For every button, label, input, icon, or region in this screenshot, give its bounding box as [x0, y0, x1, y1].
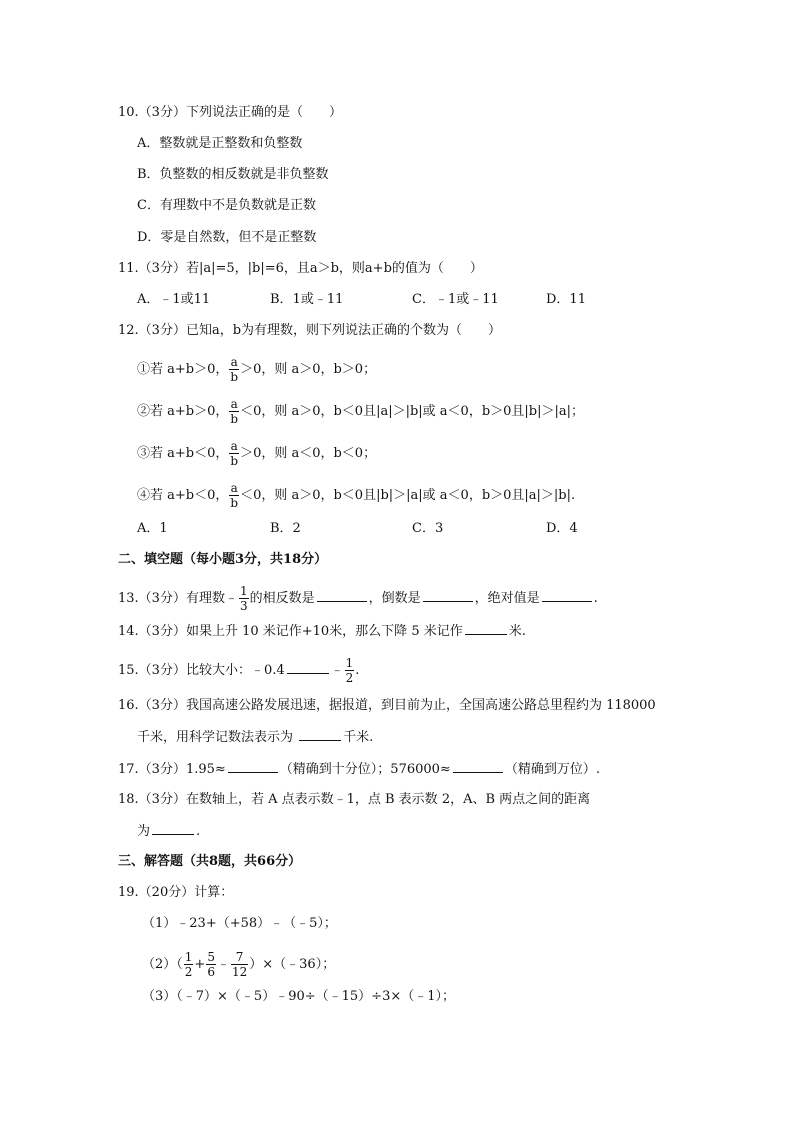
q15-end: .: [355, 663, 360, 678]
q10-option-a: A．整数就是正整数和负整数: [137, 136, 303, 151]
answer-blank[interactable]: [287, 661, 329, 674]
fraction-5-over-6: [206, 950, 216, 979]
q12-statement-2: [137, 397, 584, 426]
s1-post: ＞0，则 a＞0，b＞0；: [240, 362, 377, 377]
q13-end: .: [593, 591, 598, 606]
q10-stem: 10.（3分）下列说法正确的是（ ）: [118, 105, 342, 120]
frac-num: 5: [207, 950, 215, 964]
q12-statement-4: [137, 481, 575, 510]
answer-blank[interactable]: [542, 589, 592, 602]
s3-post: ＞0，则 a＜0，b＜0；: [240, 446, 377, 461]
answer-blank[interactable]: [453, 760, 503, 773]
q13: [118, 584, 598, 613]
q13-mid1: 的相反数是: [249, 591, 315, 606]
q12-option-d: D．4: [546, 521, 578, 536]
q12-option-a: A．1: [137, 521, 168, 536]
q15: [118, 656, 359, 685]
plus-sign: +: [194, 957, 206, 972]
q11-option-c: C．﹣1或﹣11: [412, 292, 499, 307]
q18-line2: [137, 822, 200, 841]
q17-end: （精确到万位）.: [504, 762, 600, 777]
answer-blank[interactable]: [228, 760, 278, 773]
answer-blank[interactable]: [299, 728, 341, 741]
fraction-a-over-b: [229, 397, 239, 426]
s3-pre: ③若 a+b＜0，: [137, 446, 229, 461]
q11-option-a: A．﹣1或11: [137, 292, 211, 307]
fraction-1-over-2: [345, 656, 355, 685]
q19-part-1: （1）﹣23+（+58）﹣（﹣5）；: [142, 916, 337, 931]
frac-den: b: [230, 496, 239, 510]
q14-pre: 14.（3分）如果上升 10 米记作+10米，那么下降 5 米记作: [118, 624, 463, 639]
answer-blank[interactable]: [465, 622, 507, 635]
q14-end: 米.: [508, 624, 526, 639]
frac-num: a: [230, 397, 238, 411]
minus-sign: ﹣: [216, 957, 230, 972]
q13-mid2: ，倒数是: [368, 591, 421, 606]
q12-option-c: C．3: [412, 521, 444, 536]
answer-blank[interactable]: [423, 589, 473, 602]
q12-stem: 12.（3分）已知a，b为有理数，则下列说法正确的个数为（ ）: [118, 323, 502, 338]
q16-line2-pre: 千米，用科学记数法表示为: [137, 730, 298, 745]
q17: [118, 760, 600, 779]
q19-part-2: [142, 950, 335, 979]
s2-pre: ②若 a+b＞0，: [137, 404, 229, 419]
p2-end: ）×（﹣36）；: [249, 957, 336, 972]
section-2-heading: 二、填空题（每小题3分，共18分）: [118, 552, 328, 567]
q18-line2-end: .: [196, 824, 201, 839]
q10-option-b: B．负整数的相反数就是非负整数: [137, 167, 329, 182]
q15-mid: ﹣: [330, 663, 344, 678]
frac-num: a: [230, 439, 238, 453]
frac-den: b: [230, 412, 239, 426]
fraction-1-over-3: [239, 584, 249, 613]
frac-den: 12: [231, 965, 248, 979]
q10-option-c: C．有理数中不是负数就是正数: [137, 198, 316, 213]
answer-blank[interactable]: [152, 822, 194, 835]
q10-option-d: D．零是自然数，但不是正整数: [137, 230, 317, 245]
q19-stem: 19.（20分）计算：: [118, 885, 234, 900]
q18-line1: 18.（3分）在数轴上，若 A 点表示数﹣1，点 B 表示数 2，A、B 两点之间的距离: [118, 792, 591, 807]
q17-mid: （精确到十分位）；576000≈: [279, 762, 451, 777]
q16-line2-end: 千米.: [343, 730, 374, 745]
s1-pre: ①若 a+b＞0，: [137, 362, 229, 377]
frac-num: 1: [184, 950, 193, 964]
q12-statement-3: [137, 439, 376, 468]
s4-pre: ④若 a+b＜0，: [137, 488, 229, 503]
fraction-7-over-12: [231, 950, 248, 979]
frac-den: 2: [345, 671, 354, 685]
frac-den: b: [230, 454, 239, 468]
q11-option-d: D．11: [546, 292, 586, 307]
s2-post: ＜0，则 a＞0，b＜0且|a|＞|b|或 a＜0，b＞0且|b|＞|a|；: [240, 404, 585, 419]
frac-num: 1: [239, 584, 248, 598]
frac-den: 6: [207, 965, 215, 979]
frac-den: b: [230, 370, 239, 384]
q15-pre: 15.（3分）比较大小：﹣0.4: [118, 663, 285, 678]
q11-option-b: B．1或﹣11: [270, 292, 344, 307]
frac-num: 1: [345, 656, 354, 670]
q17-pre: 17.（3分）1.95≈: [118, 762, 226, 777]
q11-stem: 11.（3分）若|a|=5，|b|=6，且a＞b，则a+b的值为（ ）: [118, 261, 483, 276]
s4-post: ＜0，则 a＞0，b＜0且|b|＞|a|或 a＜0，b＞0且|a|＞|b|.: [240, 488, 576, 503]
frac-num: a: [230, 481, 238, 495]
q16-line1: 16.（3分）我国高速公路发展迅速，据报道，到目前为止，全国高速公路总里程约为 118000: [118, 698, 656, 713]
q13-pre: 13.（3分）有理数﹣: [118, 591, 238, 606]
p2-pre: （2）（: [142, 957, 183, 972]
q19-part-3: （3）（﹣7）×（﹣5）﹣90÷（﹣15）÷3×（﹣1）；: [142, 989, 456, 1004]
q13-mid3: ，绝对值是: [474, 591, 540, 606]
frac-den: 2: [184, 965, 193, 979]
frac-num: a: [230, 355, 238, 369]
fraction-1-over-2: [184, 950, 194, 979]
q12-statement-1: [137, 355, 376, 384]
section-3-heading: 三、解答题（共8题，共66分）: [118, 854, 302, 869]
fraction-a-over-b: [229, 355, 239, 384]
frac-den: 3: [239, 599, 248, 613]
fraction-a-over-b: [229, 481, 239, 510]
q14: [118, 622, 526, 641]
q16-line2: [137, 728, 373, 747]
q12-option-b: B．2: [270, 521, 301, 536]
answer-blank[interactable]: [317, 589, 367, 602]
fraction-a-over-b: [229, 439, 239, 468]
frac-num: 7: [231, 950, 248, 965]
q18-line2-pre: 为: [137, 824, 151, 839]
